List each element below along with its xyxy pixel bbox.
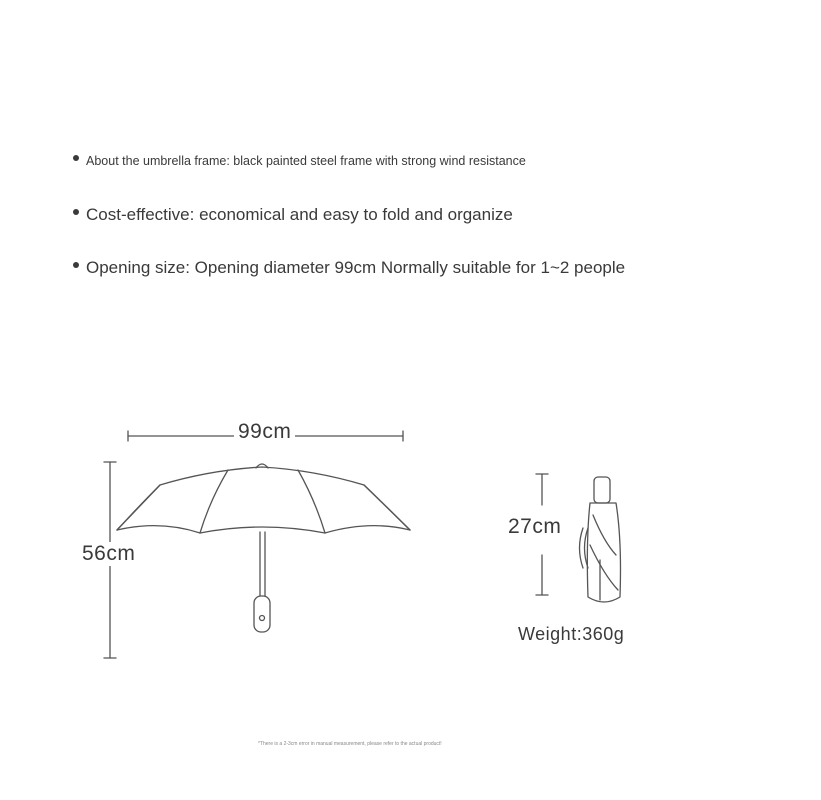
open-width-label: 99cm — [234, 420, 295, 444]
measurement-footnote: *There is a 2-3cm error in manual measurement, please refer to the actual product! — [258, 741, 442, 747]
open-height-label: 56cm — [78, 542, 139, 566]
feature-text: Cost-effective: economical and easy to fold and organize — [86, 205, 513, 224]
open-umbrella-icon — [117, 464, 410, 632]
folded-umbrella-icon — [580, 477, 621, 602]
folded-length-label: 27cm — [504, 515, 565, 539]
feature-text: Opening size: Opening diameter 99cm Normally suitable for 1~2 people — [86, 258, 626, 277]
feature-text: About the umbrella frame: black painted steel frame with strong wind resistance — [86, 154, 526, 168]
weight-label: Weight:360g — [514, 624, 628, 645]
